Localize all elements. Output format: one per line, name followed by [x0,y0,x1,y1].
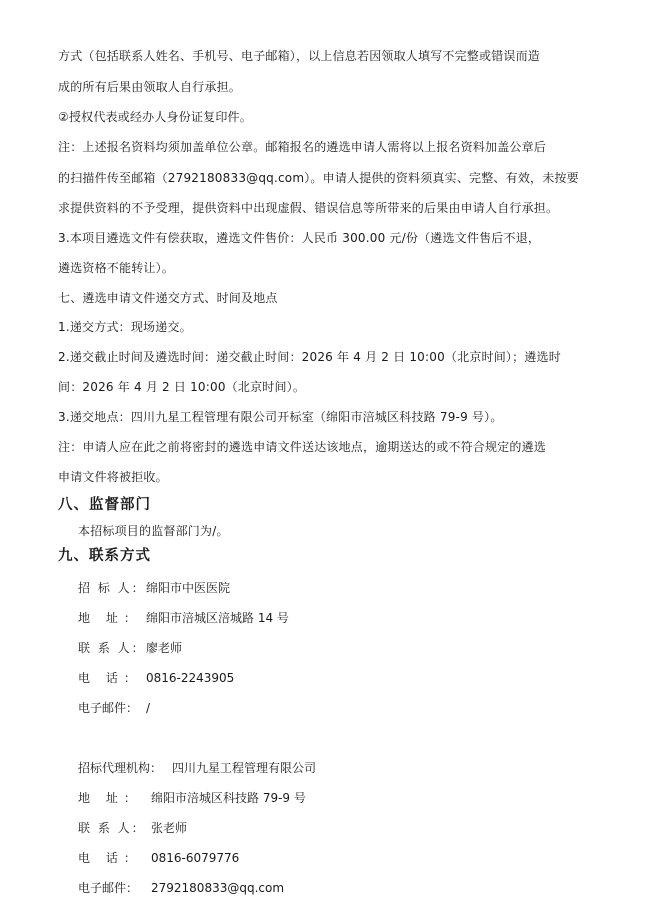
paragraph-line: 成的所有后果由领取人自行承担。 [58,80,242,94]
contact-label: 联 系 人： [78,821,146,835]
contact-value: 0816-6079776 [151,851,240,865]
section-8-body: 本招标项目的监督部门为/。 [78,524,229,538]
contact-value: 绵阳市中医医院 [146,581,231,595]
contact-value: 张老师 [151,821,188,835]
contact-label: 地 址： [78,611,142,625]
section-8-heading: 八、监督部门 [58,497,151,513]
contact-label: 电 话： [78,851,142,865]
paragraph-line: 3.本项目遴选文件有偿获取，遴选文件售价：人民币 300.00 元/份（遴选文件售后不退， [58,231,541,245]
contact-value: 2792180833@qq.com [151,881,285,895]
contact-label: 招标代理机构： [78,761,163,775]
note-line: 注：上述报名资料均须加盖单位公章。邮箱报名的遴选申请人需将以上报名资料加盖公章后 [58,140,547,154]
paragraph-line: 申请文件将被拒收。 [58,470,168,484]
paragraph-line: 遴选资格不能转让）。 [58,261,175,275]
contact-label: 招 标 人： [78,581,146,595]
paragraph-line: 的扫描件传至邮箱（2792180833@qq.com）。申请人提供的资料须真实、完整、有效，未按要 [58,171,579,185]
contact-value: 绵阳市涪城区涪城路 14 号 [146,611,289,625]
paragraph-line: 3.递交地点：四川九星工程管理有限公司开标室（绵阳市涪城区科技路 79-9 号）。 [58,410,503,424]
note-line: 注：申请人应在此之前将密封的遴选申请文件送达该地点，逾期送达的或不符合规定的遴选 [58,440,547,454]
paragraph-line: 求提供资料的不予受理，提供资料中出现虚假、错误信息等所带来的后果由申请人自行承担。 [58,201,559,215]
paragraph-line: ②授权代表或经办人身份证复印件。 [58,110,252,124]
contact-label: 电子邮件： [78,701,139,715]
paragraph-line: 1.递交方式：现场递交。 [58,320,192,334]
contact-label: 电子邮件： [78,881,139,895]
contact-label: 电 话： [78,671,142,685]
section-7-title: 七、遴选申请文件递交方式、时间及地点 [58,291,278,305]
contact-value: 0816-2243905 [146,671,235,685]
paragraph-line: 方式（包括联系人姓名、手机号、电子邮箱），以上信息若因领取人填写不完整或错误而造 [58,49,541,63]
contact-value: 绵阳市涪城区科技路 79-9 号 [151,791,306,805]
contact-label: 联 系 人： [78,641,146,655]
paragraph-line: 间：2026 年 4 月 2 日 10:00（北京时间）。 [58,380,306,394]
contact-value: 廖老师 [146,641,183,655]
section-9-heading: 九、联系方式 [58,548,151,564]
contact-label: 地 址： [78,791,142,805]
contact-value: 四川九星工程管理有限公司 [172,761,317,775]
paragraph-line: 2.递交截止时间及遴选时间：递交截止时间：2026 年 4 月 2 日 10:00（北京时间）；遴选时 [58,350,561,364]
contact-value: / [146,701,151,715]
